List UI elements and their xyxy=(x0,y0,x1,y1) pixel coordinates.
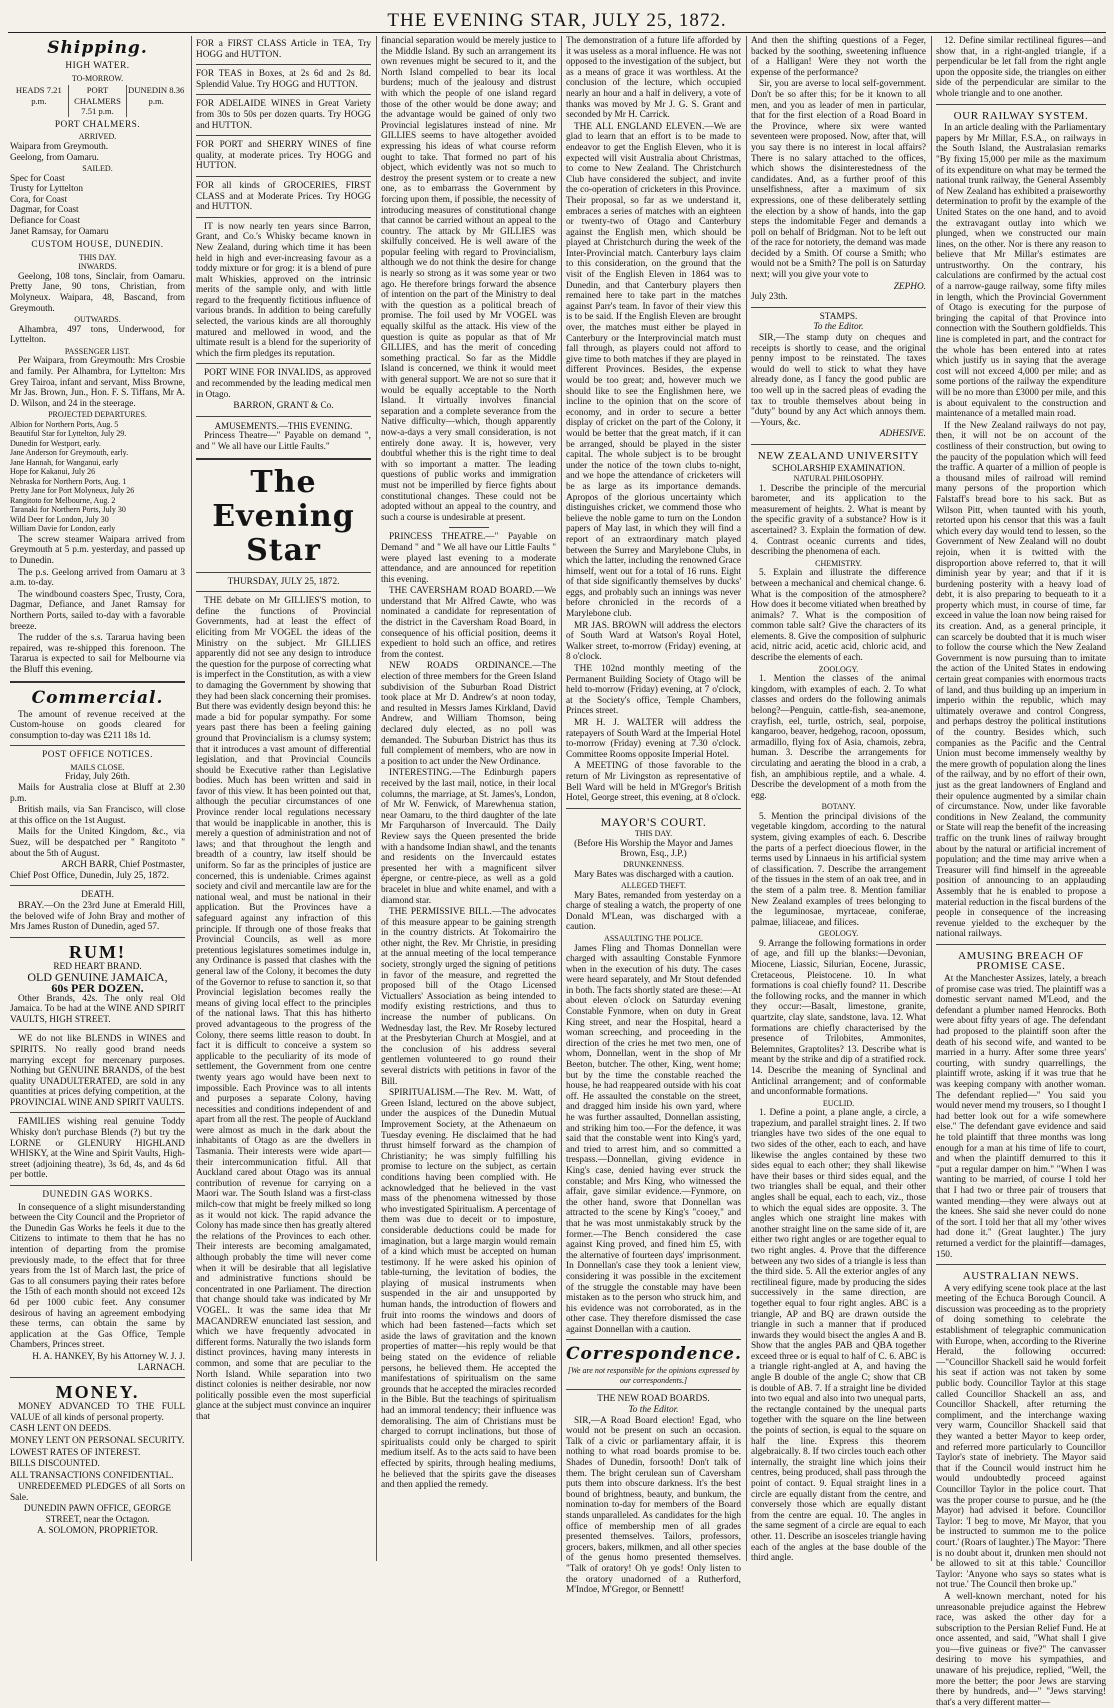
geology-heading: GEOLOGY. xyxy=(818,929,859,939)
inwards-text: Geelong, 108 tons, Sinclair, from Oamaru. Pretty Jane, 90 tons, Christian, from Molyneux. Waipara, 48, Bascand, from Greymouth. xyxy=(10,271,185,314)
interesting-item: INTERESTING.—The Edinburgh papers received by the last mail, notice, in their local columns, the marriage, at St. James's, London, of Mr W. Fenwick, of Marewhenua station, near Oamaru, to the third daughter of the late Mr Farquharson of Invercauld. The Daily Review says the Queen presented the bride with a handsome Indian shawl, and the tenants and residents on the Invercauld estates presented her with a magnificent silver épergne, or centre-piece, as well as a gold bracelet in blue and white enamel, and with a diamond star. xyxy=(381,768,556,906)
hogg-hutton-tea-ad: FOR a FIRST CLASS Article in TEA, Try HOGG and HUTTON. xyxy=(196,39,371,60)
building-society-item: THE 102nd monthly meeting of the Permanent Building Society of Otago will be held to-morrow (Friday) evening, at 7 o'clock, at the Society's office, Temple Chambers, Princes street. xyxy=(566,664,741,717)
rum-brand: RED HEART BRAND. xyxy=(53,961,142,972)
divider xyxy=(10,1112,185,1113)
projected-label: PROJECTED DEPARTURES. xyxy=(48,410,147,420)
spiritualism-item: SPIRITUALISM.—The Rev. M. Watt, of Green Island, lectured on the above subject, under the auspices of the Dunedin Mutual Improvement Society, at the Athenaeum on Tuesday evening. He disclaimed that he had thrust himself forward as the champion of Christianity; he was simply fulfilling his promise to lecture on the subject, as certain conditions having been complied with. He acknowledged that he believed in the vast mass of the phenomena witnessed by those who investigated Spiritualism. A percentage of them was due to deceit or to imposture, considerable deductions could be made for imagination, but a large margin would remain of a kind which must be accepted on human testimony. If he were asked his opinion of table-turning, the levitation of bodies, the playing of musical instruments when suspended in the air and unsupported by human hands, the introduction of flowers and fruit into rooms the windows and doors of which had been fastened—facts which set aside the laws of gravitation and the known properties of matter—his reply would be that being stated on the evidence of reliable persons, he believed them. He accepted the manifestations of spiritualism on the same grounds that he accepted the miracles recorded in the Bible. But the teachings of spiritualism had an immoral tendency; their influence was demoralising. The aim of Christians must be charged to corrupt inclinations, but those of spiritualists could only be charged to spirit medium itself. As to the acts said to have been effected by spirits, through healing mediums, he believed that the spirits gave the diseases and then applied the remedy. xyxy=(381,1088,556,1491)
rum-headline: RUM! xyxy=(69,941,126,962)
passenger-text: Per Waipara, from Greymouth: Mrs Crosbie and family. Per Alhambra, for Lyttelton: Mrs Grey Tairoa, infant and servant, Miss Browne, Mr Jas. Brown, Jun., Hon. F. S. Tiffans, Mr A. D. Wilson, and 24 in the steerage. xyxy=(10,356,185,409)
caversham-item: THE CAVERSHAM ROAD BOARD.—We understand that Mr Alfred Cawte, who was nominated a candidate for representation of the district in the Caversham Road Board, in consequence of his official position, deems it expedient to hold such an office, and retires from the contest. xyxy=(381,586,556,660)
money-line-2: CASH LENT ON DEEDS. xyxy=(10,1424,112,1435)
australian-news-text-2: A well-known merchant, noted for his unreasonable prejudice against the Hebrew race, was asked the other day for a subscription to the Persian Relief Fund. He at once assented, and said, "What shall I give you—five guineas or five?" The canvasser desiring to move his sympathies, and unaware of his prejudice, replied, "Well, the more the better; the poor Jews are starving there by hundreds, and—" "Jews starving! that's a very different matter— xyxy=(936,1591,1106,1708)
divider xyxy=(566,1389,741,1390)
hogg-hutton-groceries-ad: FOR all kinds of GROCERIES, FIRST CLASS and at Moderate Prices. Try HOGG and HUTTON. xyxy=(196,180,371,213)
divider xyxy=(196,64,371,65)
divider xyxy=(936,944,1106,945)
pawn-proprietor: A. SOLOMON, PROPRIETOR. xyxy=(37,1525,158,1536)
breach-heading: AMUSING BREACH OF PROMISE CASE. xyxy=(958,949,1084,973)
divider xyxy=(10,885,185,886)
sailed-label: SAILED. xyxy=(82,164,113,174)
divider xyxy=(196,217,371,218)
princess-theatre-item: PRINCESS THEATRE.—" Payable on Demand " and " We all have our Little Faults " were played last evening to a moderate attendance, and are announced for repetition this evening. xyxy=(381,532,556,585)
shipping-news-2: The p.s. Geelong arrived from Oamaru at 3 a.m. to-day. xyxy=(10,567,185,589)
divider xyxy=(566,808,741,809)
mayors-court-heading: MAYOR'S COURT. xyxy=(600,814,707,829)
port-chalmers-heading: PORT CHALMERS. xyxy=(54,119,141,130)
railway-text: In an article dealing with the Parliamentary papers by Mr Millar, F.S.A., on railways in the South Island, the Australasian remarks "By fixing 15,000 per mile as the maximum of its expenditure on what may be termed the national trunk railway, the General Assembly of New Zealand has exhibited a praiseworthy determination to profit by the example of the United States on the one hand, and to avoid the extravagant outlay into which we plunged, when we constructed our main lines, on the other. Nor is there any reason to believe that Mr Millar's estimates are untrustworthy. On the contrary, his calculations are confirmed by the actual cost of a narrow-gauge railway, some fifty miles in length, which the Provincial Government of Otago is executing for the purpose of bringing the capital of that Province into connection with the Southern goldfields. This line is completed in part, and the contract for the whole has been entered into at rates which justify us in saying that the average cost will not exceed 4,000 per mile; and as some portions of the railway the expenditure will be no more than £3000 per mile, and this is about equivalent to the construction and maintenance of a metalled main road. xyxy=(936,123,1106,420)
po-signature-2: Chief Post Office, Dunedin, July 25, 1872. xyxy=(10,870,169,881)
pawn-office: DUNEDIN PAWN OFFICE, GEORGE STREET, near the Octagon. xyxy=(23,1504,172,1526)
divider xyxy=(10,1029,185,1030)
mails-close-label: MAILS CLOSE. xyxy=(70,762,125,772)
column-rule xyxy=(191,36,192,1561)
drunkenness-heading: DRUNKENNESS. xyxy=(623,860,684,870)
tomorrow-label: TO-MORROW. xyxy=(71,73,124,83)
column-2 xyxy=(196,36,371,1561)
railway-text-2: If the New Zealand railways do not pay, then, it will not be on account of the costliness of their construction, but owing to the paucity of the population which will feed the traffic. A quarter of a million of people is a thousand miles of railroad will remind many persons of the proportion which Falstaff's bread bore to his sack. But as Wilson Pitt, when taunted with his youth, retorted upon his censor that this was a fault which every day would tend to lessen, so the Government of New Zealand will no doubt rejoin, when it is twitted with the disproportion above referred to, that it will diminish year by year; and that if it is burdening posterity with a heavy load of debt, it is also preparing to bequeath to it a property which must, in course of time, far exceed in value the loan now being raised for its creation. And, as a general principle, it can scarcely be doubted that it is much wiser to follow the course which the New Zealand Government is now pursuing than to imitate the action of the United States in endowing certain great companies with enormous tracts of land, and thus building up an imperium in imperio within the republic, which may ultimately overawe and control Congress, and perhaps destroy the political institutions of the country. Besides which, such companies as the Pacific and the Central Union must become immensely wealthy by the mere growth of population along the lines of the railway, and by no effort of their own, just as the great landowners of England and their opulence augmented by a similar chain of circumstance. Now, under like favorable conditions in New Zealand, the community or State will reap the benefit of the increasing traffic on the trunk lines of railway brought about by the natural or artificial increment of population; and the time may arrive when a Treasurer will find himself in the agreeable position of announcing to an applauding Assembly that he is enabled to propose a material reduction in the fiscal burdens of the people in consequence of the increasing revenue yielded to the exchequer by the national railways. xyxy=(936,420,1106,940)
tide-table xyxy=(10,85,185,117)
money-line-7: UNREDEEMED PLEDGES of all Sorts on Sale. xyxy=(10,1482,185,1503)
passenger-label: PASSENGER LIST. xyxy=(64,346,131,356)
botany-heading: BOTANY. xyxy=(821,802,856,812)
mayors-court-before: (Before His Worship the Mayor and James Brown, Esq., J.P.) xyxy=(574,838,733,860)
divider xyxy=(196,416,371,417)
jas-brown-item: MR JAS. BROWN will address the electors of South Ward at Watson's Royal Hotel, Walker street, to-morrow (Friday) evening, at 8 o'clock. xyxy=(566,620,741,663)
money-line-6: ALL TRANSACTIONS CONFIDENTIAL. xyxy=(10,1470,174,1481)
gas-works-heading: DUNEDIN GAS WORKS. xyxy=(42,1190,153,1201)
money-line-5: BILLS DISCOUNTED. xyxy=(10,1459,100,1470)
death-heading: DEATH. xyxy=(81,890,114,901)
column-5 xyxy=(751,36,926,1564)
divider xyxy=(10,745,185,746)
road-boards-continued: And then the shifting questions of a Feger, backed by the soothing, sweetening influence of a Halligan! Were they not worth the expense of the performance? xyxy=(751,36,926,78)
divider xyxy=(936,1264,1106,1265)
zepho-signature: ZEPHO. xyxy=(893,281,926,292)
nz-university-heading: NEW ZEALAND UNIVERSITY xyxy=(757,449,920,462)
stamps-letter: SIR,—The stamp duty on cheques and receipts is shortly to cease, and the original penny impost to be reinstated. The taxes would do well to stick to what they have already done, as I fancy the good public are too well up in the sacred pleas of evading the tax to trouble themselves about being in "duty" bound by any Act which annoys them.—Yours, &c. xyxy=(751,333,926,428)
shipping-news-3: The windbound coasters Spec, Trusty, Cora, Dagmar, Defiance, and Janet Ramsay for Northern Ports, sailed to-day with a favorable breeze. xyxy=(10,589,185,632)
hogg-hutton-port-ad: FOR PORT and SHERRY WINES of fine quality, at moderate prices. Try HOGG and HUTTON. xyxy=(196,140,371,172)
divider xyxy=(196,176,371,177)
barron-grant-whisky-ad: IT is now nearly ten years since Barron, Grant, and Co.'s Whisky became known in New Zealand, during which time it has been held in high and ever-increasing favour as a toddy mixture or for grog: it is a blend of pure malt Whiskies, approved on the intrinsic merits of the sample only, and with little regard to the frequently fictitious influence of various brands. In addition to being carefully selected, the various kinds are all thoroughly matured and mellowed in wood, and the ultimate result is a blend for the superiority of which the firm pledges its reputation. xyxy=(196,221,371,359)
all-england-eleven-item: THE ALL ENGLAND ELEVEN.—We are glad to learn that an effort is to be made to endeavor to get the English Eleven, who it is expected will visit Australia about Christmas, to come to New Zealand. The Christchurch Club have considered the subject, and invite the co-operation of cricketers in this Province. Their proposal, so far as we understand it, embraces a series of matches with an eighteen or twenty-two of Otago and Canterbury against the English men, which should be played at Christchurch during the week of the Inter-Provincial match. Canterbury lays claim to this consideration, on the ground that the visit of the English Eleven in 1864 was to Dunedin, and that Canterbury players then remained here to take part in the matches against Parr's team. In favor of their view this is to be said. If the English Eleven are brought over, the matches must either be played in Canterbury or the Interprovincial match must fall through, as players could not afford to give time to both matches if they are played in different Provinces. Besides, the expense would be too great; and, however much we should like to see the Englishmen here, we incline to the opinion that on the score of economy, and in order to secure a better display of cricket on the part of the Colony, it would be better that the great match, if it can be arranged, should be played in the sister capital. The whole subject is to be brought under the notice of the town clubs to-night, and we hope the attendance of cricketers will be as large as its importance demands. Apropos of the glorious uncertainty which distinguishes cricket, we commend those who believe the noble game to turn on the London papers of May last, in which they will find a report of an extraordinary match played between the Surrey and Marylebone Clubs, in which the latter, including the renowned Grace himself, went out for a total of 16 runs. Eight of that side significantly themselves by ducks' eggs, and probably such an innings was never before chronicled in the records of a Marylebone club. xyxy=(566,121,741,620)
hogg-hutton-teas-ad: FOR TEAS in Boxes, at 2s 6d and 2s 8d. Splendid Value. Try HOGG and HUTTON. xyxy=(196,69,371,90)
inwards-label: INWARDS. xyxy=(78,262,117,272)
theft-text: Mary Bates, remanded from yesterday on a charge of stealing a watch, the property of one Donald M'Lean, was discharged with a caution. xyxy=(566,890,741,933)
stamps-to-editor: To the Editor. xyxy=(813,322,864,333)
zoology-heading: ZOOLOGY. xyxy=(818,664,859,674)
correspondence-note: [We are not responsible for the opinions expressed by our correspondents.] xyxy=(567,1366,740,1385)
chemistry-heading: CHEMISTRY. xyxy=(815,558,862,568)
amusements-heading: AMUSEMENTS.—THIS EVENING. xyxy=(214,420,353,431)
drunkenness-text: Mary Bates was discharged with a caution. xyxy=(574,869,734,880)
outwards-label: OUTWARDS. xyxy=(74,315,121,325)
column-rule xyxy=(746,36,747,1561)
road-boards-to-editor: To the Editor. xyxy=(628,1405,679,1416)
shipping-heading: Shipping. xyxy=(47,38,148,58)
divider xyxy=(196,94,371,95)
divider xyxy=(196,363,371,364)
botany-text: 5. Mention the principal divisions of the vegetable kingdom, according to the natural system, giving examples of each. 6. Describe the parts of a perfect dioecious flower, in the terms used by Linnaeus in his artificial system of classification. 7. Describe the arrangement of the tissues in the stem of an oak tree, and in the stem of a palm tree. 8. Mention familiar New Zealand examples of trees belonging to the leguminosae, myrtaceae, coniferae, palmae, liliaceae, and filices. xyxy=(751,811,926,928)
hogg-hutton-adelaide-ad: FOR ADELAIDE WINES in Great Variety from 30s to 50s per dozen quarts. Try HOGG and HUTTON. xyxy=(196,99,371,131)
divider xyxy=(751,307,926,308)
correspondence-heading: Correspondence. xyxy=(566,1344,742,1365)
road-boards-continued-2: Sir, you are averse to local self-government. Don't be so after this; for be it known to all men, and you as leader of men in particular, that for the first election of a Road Board in the Province, where six were wanted seventeen were proposed. Now, after that, will you say there is no interest in local affairs? There is no salary attached to the offices, which shows the disinterestedness of the candidates. And, as a further proof of this unselfishness, after a maximum of six expressions, one of these deliberately settling the election by a show of hands, into the gap steps the indomitable Feger and demands a poll on behalf of Bridgman. Not to be left out of the race for notoriety, the demand was made decided by a Smith. Of course a Smith; who would not be a Smith? The poll is on Saturday next; will you give your vote to xyxy=(751,79,926,281)
euclid-heading: EUCLID. xyxy=(822,1098,855,1108)
chemistry-text: 5. Explain and illustrate the difference between a mechanical and chemical change. 6. What is the composition of the atmosphere? How does it become vitiated when breathed by animals? 7. What is the composition of common table salt? Give the characters of its elements. 8. Give the composition of sulphuric acid, nitric acid, acetic acid, chloric acid, and describe the elements of each. xyxy=(751,568,926,664)
tide-heads: HEADS 7.21 p.m. xyxy=(15,85,62,106)
customs-this-day: THIS DAY. xyxy=(78,252,117,262)
rum-price: 60s PER DOZEN. xyxy=(51,980,144,995)
rum-old-jamaica: OLD GENUINE JAMAICA, xyxy=(27,970,168,985)
column-4 xyxy=(566,36,742,1596)
newspaper-title: The Evening Star xyxy=(212,464,355,568)
money-line-1: MONEY ADVANCED TO THE FULL VALUE of all kinds of personal property. xyxy=(10,1402,185,1423)
zoology-text: 1. Mention the classes of the animal kingdom, with examples of each. 2. To what classes and orders do the following animals belong?—Penguin, cattle-fish, sea-anemone, crayfish, eel, turtle, ostrich, seal, porpoise, kangaroo, beaver, hedgehog, racoon, opossum, armadillo, flying fox of Asia, chamois, zebra, human. 3. Describe the arrangements for circulating and aerating the blood in a crab, a fish, an amphibious reptile, and a whale. 4. Describe the development of a moth from the egg. xyxy=(751,674,926,801)
livingston-meeting-item: A MEETING of those favorable to the return of Mr Livingston as representative of Bell Ward will be held in M'Gregor's British Hotel, George street, this evening, at 8 o'clock. xyxy=(566,761,741,804)
divider xyxy=(10,1377,185,1378)
rum-text: Other Brands, 42s. The only real Old Jamaica. To be had at the WINE AND SPIRIT VAULTS, HIGH STREET. xyxy=(10,993,185,1025)
divider xyxy=(751,444,926,445)
column-6 xyxy=(936,36,1106,1708)
editorial-continued: financial separation would be merely justice to the Middle Island. By such an arrangement its own revenues might be secured to it, and the North Island compelled to bear its local burdens; much of the jealousy and distrust with which the people of one island regard those of the other would be done away; and the advantage would be gained of only two Provincial legislatures instead of nine. Mr GILLIES seems to have altogether avoided expressing his ideas of what course reform ought to take. That formed no part of his object, which evidently was not so much to destroy the present system or to create a new one, as to embarrass the Government by forcing upon them, if possible, the necessity of introducing measures of constitutional change that cannot be carried without an appeal to the country. The attack by Mr GILLIES was skilfully conceived. He is well aware of the popular feeling with regard to Provincialism, although we do not think the desire for change is nearly so strong as it was some year or two ago. He therefore brings forward the absence of intention on the part of the Ministry to deal with the question as a political breach of promise. The foil used by Mr VOGEL was equally skilful as the attack. His view of the question is quite as popular as that of Mr GILLIES, and has the merit of conceding something practical. So far as the Middle Island is concerned, we think it would meet with general support. We are not so sure that it would be equally acceptable to the North Island. It virtually involves financial separation and a complete severance from the Native difficulty—which, though apparently now-a-days a very small consideration, is not entirely done away. It is, however, very doubtful whether this is the right time to deal with so important a matter. The leading questions of public works and immigration must not be imperilled by fierce fights about constitutional changes. These could not be adopted without an appeal to the country, and such a course is undesirable at present. xyxy=(381,36,556,523)
walter-item: MR H. J. WALTER will address the ratepayers of South Ward at the Imperial Hotel to-morrow (Friday) evening at 7.30 o'clock. Committee Rooms opposite Imperial Hotel. xyxy=(566,718,741,760)
money-line-4: LOWEST RATES OF INTEREST. xyxy=(10,1447,141,1458)
natural-philosophy-text: 1. Describe the principle of the mercurial barometer, and its application to the measurement of heights. 2. What is meant by the specific gravity of a substance? How is it ascertained? 3. Explain the formation of dew. 4. Contrast oceanic currents and tides, describing the phenomena of each. xyxy=(751,483,926,558)
australian-news-heading: AUSTRALIAN NEWS. xyxy=(962,1270,1080,1283)
customs-heading: CUSTOM HOUSE, DUNEDIN. xyxy=(31,240,164,251)
blends-ad: WE do not like BLENDS in WINES and SPIRITS. No really good brand needs marrying except for mercenary purposes. Nothing but GENUINE BRANDS, of the best quality UNADULTERATED, are sold in any quantities at prices defying competition, at the PROVINCIAL WINE AND SPIRIT VAULTS. xyxy=(10,1034,185,1108)
po-date: Friday, July 26th. xyxy=(65,772,130,783)
po-signature: ARCH BARR, Chief Postmaster, xyxy=(61,860,185,871)
divider xyxy=(566,1339,741,1340)
mayors-court-day: THIS DAY. xyxy=(634,829,673,839)
australian-news-text: A very edifying scene took place at the last meeting of the Echuca Borough Council. A discussion was proceeding as to the propriety of doing something to celebrate the establishment of telegraphic communication with Europe, when, according to the Riverine Herald, the following occurred:—"Councillor Shackell said he would forfeit his seat if action was not taken by some public body. Councillor Taylor at this stage called Councillor Shackell an ass, and Councillor Shackell, after returning the compliment, and the interchange waxing very warm, Councillor Shackell said that they wanted a better Mayor to keep order, and referred more particularly to Councillor Taylor's state of inebriety. The Mayor said that if the Council would instruct him he would undoubtedly proceed against Councillor Taylor in the police court. That was the proper course to pursue, and he (the Mayor) had advised it before. Councillor Taylor: 'I beg to move, Mr Mayor, that you be instructed to summon me to the police court.' (Roars of laughter.) The Mayor: 'There is no doubt about it, drunken men should not be allowed to sit at this table.' Councillor Taylor: 'Anyone who says so states what is not true.' The Council then broke up." xyxy=(936,1283,1106,1591)
column-rule xyxy=(376,36,377,1561)
road-boards-heading: THE NEW ROAD BOARDS. xyxy=(597,1394,710,1405)
stamps-heading: STAMPS. xyxy=(819,311,858,322)
divider xyxy=(196,572,371,573)
sailed-text: Spec for Coast Trusty for Lyttelton Cora, for Coast Dagmar, for Coast Defiance for Coast Janet Ramsay, for Oamaru xyxy=(10,173,109,237)
po-text-3: Mails for the United Kingdom, &c., via Suez, will be despatched per " Rangitoto " about the 5th of August. xyxy=(10,827,185,859)
divider xyxy=(10,1185,185,1186)
euclid-text: 1. Define a point, a plane angle, a circle, a trapezium, and parallel straight lines. 2. If two triangles have two sides of the one equal to two sides of the other, each to each, and have likewise the angles contained by these two sides equal to each other; they shall likewise have their bases or third sides equal, and the two triangles shall be equal, and their other angles shall be equal, each to each, viz., those to which the equal sides are opposite. 3. The angles which one straight line makes with another straight line on the same side of it, are either two right angles or are together equal to two right angles. 4. Prove that the difference between any two sides of a triangle is less than the third side. 5. All the exterior angles of any rectilineal figure, made by producing the sides successively in the same direction, are together equal to four right angles. ABC is a triangle, AP and BQ are drawn outside the triangle in such a manner that if produced inwards they would bisect the angles A and B. Show that the angles PAB and QBA together exceed three or is equal to half of C. 6. ABC is a triangle right-angled at A, and having the angle B double of the angle C; show that CB is double of AB. 7. If a straight line be divided into two equal and also into two unequal parts, the rectangle contained by the unequal parts together with the square on the line between the points of section, is equal to the square on half the line. Express this theorem algebraically. 8. If two circles touch each other internally, the straight line which joins their centres, being produced, shall pass through the point of contact. 9. Equal straight lines in a circle are equally distant from the centre, and conversely those which are equally distant from the centre are equal. 10. The angles in the same segment of a circle are equal to each other. 11. Describe an isosceles triangle having each of the angles at the base double of the third angle. xyxy=(751,1108,926,1564)
divider xyxy=(449,527,489,528)
shipping-news-1: The screw steamer Waipara arrived from Greymouth at 5 p.m. yesterday, and passed up to Dunedin. xyxy=(10,534,185,567)
assault-text: James Fling and Thomas Donnellan were charged with assaulting Constable Fynmore when in the execution of his duty. The cases were heard separately, and Mr Stout defended in both. The facts shortly stated are these:—At about eleven o'clock on Saturday evening Constable Fynmore, when on duty in Great King street, and near the Hospital, heard a woman screeching, and proceeding in the direction of the cries he met two men, one of whom, Donnellan, went in the shop of Mr Beeton, butcher. The other, King, went home; but by the time the constable reached the house, he had reappeared outside with his coat off. He assaulted the constable on the street, and dragged him inside his own yard, where he was further assaulted, Donnellan assisting, and striking him too.—For the defence, it was said that the constable went into King's yard, and tried to arrest him, and so committed a trespass.—Donnellan, giving evidence in King's case, denied having ever struck the constable; and Mrs King, who witnessed the affair, gave similar evidence.—Fynmore, on the other hand, swore that Donnellan was attracted to the scene by King's "cooey," and that he was most unmistakably struck by the former.—The Bench considered the case against King proved, and fined him £5, with the alternative of fourteen days' imprisonment. In Donnellan's case they took a lenient view, considering it was possible in the excitement of the struggle the constable may have been mistaken as to the person who struck him, and his evidence was not corroborated, as in the other case. They therefore dismissed the case against Donnellan with a caution. xyxy=(566,943,741,1335)
post-office-heading: POST OFFICE NOTICES. xyxy=(42,750,153,761)
assault-heading: ASSAULTING THE POLICE. xyxy=(604,934,703,943)
breach-text: At the Manchester Assizes, lately, a breach of promise case was tried. The plaintiff was a domestic servant named M'Leod, and the defendant a plumber named Henrocks. Both were about fifty years of age. The defendant had proposed to the plaintiff soon after the death of his second wife, and wanted to be married in a hurry. After some three years' courting, with sundry quarrellings, the plaintiff wrote, asking if it was true that he was keeping company with another woman. The defendant replied—" You said you would never mend my trousers, so I thought I had better look out for a wife somewhere else." The defendant gave evidence and said he told plaintiff that three months was long enough for a man at his time of life to court, and when the plaintiff demurred to this it "put a regular damper on him." "When I was wanting to be married, of course I told her that I had two or three pair of trousers that wanted mending—they were always out at the knees. She said she never could do none of the sort. I told her that all my 'other wives had done it." (Great laughter.) The jury returned a verdict for the plaintiff—damages, 150. xyxy=(936,974,1106,1260)
high-water-heading: HIGH WATER. xyxy=(65,61,130,71)
divider xyxy=(196,458,371,460)
scholarship-heading: SCHOLARSHIP EXAMINATION. xyxy=(772,463,905,474)
po-text-1: Mails for Australia close at Bluff at 2.30 p.m. xyxy=(10,783,185,804)
masthead: THE EVENING STAR, JULY 25, 1872. xyxy=(387,10,727,31)
railway-heading: OUR RAILWAY SYSTEM. xyxy=(953,109,1089,122)
money-line-3: MONEY LENT ON PERSONAL SECURITY. xyxy=(10,1435,185,1446)
adhesive-signature: ADHESIVE. xyxy=(879,429,926,440)
divider xyxy=(936,104,1106,105)
po-text-2: British mails, via San Francisco, will close at this office on the 1st August. xyxy=(10,805,185,826)
projected-text: Albion for Northern Ports, Aug. 5 Beautiful Star for Lyttelton, July 29. Dunedin for Westport, early. Jane Anderson for Greymouth, early. Jane Hannah, for Wanganui, early Hope for Kakanui, July 26 Nebraska for Northern Ports, Aug. 1 Pretty Jane for Port Molyneux, July 26 Rangitoto for Melbourne, Aug. 2 Taranaki for Northern Ports, July 30 Wild Deer for London, July 30 William Davie for London, early xyxy=(10,419,135,534)
masthead-rule xyxy=(8,32,1106,33)
amusements-text: Princess Theatre—" Payable on demand ", and " We all have our Little Faults." xyxy=(196,431,371,452)
divider xyxy=(196,135,371,136)
dateline: THURSDAY, JULY 25, 1872. xyxy=(227,576,340,587)
new-roads-item: NEW ROADS ORDINANCE.—The election of three members for the Green Island subdivision of the Suburban Road District took place at Mr D. Andrew's at noon today, and resulted in Messrs James Kirkland, David Andrew, and William Thomson, being declared duly elected, as no poll was demanded. The Suburban District has thus its full complement of members, who are now in a position to act under the New Ordinance. xyxy=(381,661,556,767)
death-text: BRAY.—On the 23rd June at Emerald Hill, the beloved wife of John Bray and mother of Mrs James Ruston of Dunedin, aged 57. xyxy=(10,900,185,933)
port-wine-signature: BARRON, GRANT & Co. xyxy=(233,401,334,412)
money-headline: MONEY. xyxy=(55,1382,140,1403)
spiritualism-continued: The demonstration of a future life afforded by it was useless as a moral influence. He was not opposed to the investigation of the subject, but as a means of grace it was worthless. At the conclusion of the lecture, which occupied nearly an hour and a half in delivery, a vote of thanks was moved by Mr J. G. S. Grant and seconded by Mr H. Carrick. xyxy=(566,36,741,121)
divider xyxy=(10,681,185,683)
gas-works-text: In consequence of a slight misunderstanding between the City Council and the Proprietor of the Dunedin Gas Works he feels it due to the Citizens to intimate to them that he has no intention of departing from the promise previously made, to the effect that for three years from the 1st of March last, the price of Gas to all consumers paying their rates before the 15th of each month should not exceed 12s 6d per 1000 cubic feet. Any consumer desirous of having an agreement embodying these terms, can obtain the same by application at the Gas Office, Temple Chambers, Princes street. xyxy=(10,1202,185,1351)
port-wine-ad: PORT WINE FOR INVALIDS, as approved and recommended by the leading medical men in Otago. xyxy=(196,368,371,400)
column-rule xyxy=(561,36,562,1561)
editorial-text: THE debate on Mr GILLIES'S motion, to define the functions of Provincial Governments, had at least the effect of eliciting from Mr VOGEL the ideas of the Ministry on the subject. Mr GILLIES apparently did not see any design to introduce the question for the purpose of correcting what is imperfect in the Constitution, as with a view to damaging the Government by showing that they had been slack concerning their promises. But there was evidently design beyond this: he made a bid for popular sympathy. For some years past there has been a feeling gaining ground that Provincialism is a clumsy system; that it introduces a vast amount of differential legislation, and that Provincial Councils should be Executive rather than Legislative bodies. Much has been written and said in favor of this view. It has been pointed out that, although the peculiar circumstances of one Province render local regulations necessary that would be inapplicable in another, this is merely a question of administration and not of laws; and that throughout the length and breadth of a country, law itself should be uniform. So far as the principles of justice are concerned, this is undeniable. Crimes against society and civil and mercantile law are for the national weal, and must be national in their application. But the Provinces have a safeguard against any infraction of this principle. If through one of those freaks that Provincial Councils, as well as more pretentious legislatures sometimes indulge in, any Ordinance is passed that clashes with the general law of the Colony, it becomes the duty of the Governor to refuse to sanction it, so that Provincial legislation becomes really the means of giving local effect to the principles of the national laws. That this has hitherto proved advantageous to the progress of the Colony, there seems little reason to doubt. In fact it is difficult to conceive a system so applicable to the peculiarity of its mode of settlement, the Government from one centre twenty years ago would have been next to impossible. Each Province was to all intents and purposes a separate Colony, having necessities and conditions independent of and apart from all the rest. The people of Auckland were almost as much in the dark about the inhabitants of Otago as are the dwellers in Tasmania. Their interests were wide apart—their intercommunication fitful. All that Auckland cared about Otago was its annual contribution of revenue for carrying on a Maori war. The South Island was a first-class milch-cow that might be freely milked so long as it would not kick. The rapid advance the Colony has made since then has greatly altered the relations of the Provinces to each other. Their interests are becoming amalgamated, although probably the time will never come when it will be desirable that all legislative and administrative functions should be concentrated in one Parliament. The direction that change should take was indicated by Mr VOGEL. It was the same idea that Mr MACANDREW enunciated last session, and which we have frequently advocated in different forms. Naturally the two islands form distinct provinces, having many interests in common, and some that are peculiar to the North Island. While separation into two distinct colonies is neither desirable, nor now politically possible even the most superficial glance at the subject must convince an inquirer that xyxy=(196,596,371,1422)
arrived-text: Waipara from Greymouth. Geelong, from Oamaru. xyxy=(10,141,109,163)
whisky-ad: FAMILIES wishing real genuine Toddy Whisky don't purchase Blends (?) but try the LORNE or GLENURY HIGHLAND WHISKY, at the Wine and Spirit Vaults, High-street (adjoining theatre), 3s 6d, 4s, and 4s 6d per bottle. xyxy=(10,1117,185,1181)
revenue-text: The amount of revenue received at the Custom-house on goods cleared for consumption to-day was £211 18s 1d. xyxy=(10,709,185,741)
euclid-continued: 12. Define similar rectilineal figures—and show that, in a right-angled triangle, if a perpendicular be let fall from the right angle upon the opposite side, the triangles on either side of the perpendicular are similar to the whole triangle and to one another. xyxy=(936,36,1106,99)
tide-port: PORT CHALMERS 7.51 p.m. xyxy=(68,85,127,117)
permissive-bill-item: THE PERMISSIVE BILL.—The advocates of this measure appear to be gaining strength in the country districts. At Tokomairiro the other night, the Rev. Mr Christie, in presiding at the annual meeting of the local temperance society, strongly urged the signing of petitions in favor of the measure, and regretted the proposed bill of the Otago Licensed Victuallers' Association as being intended to modify existing restrictions, and thus to increase the number of publicans. On Wednesday last, the Rev. Mr Roseby lectured at the Presbyterian Church at Mosgiel, and at the conclusion of his address several gentlemen volunteered to go round their several districts with petitions in favor of the Bill. xyxy=(381,907,556,1087)
theft-heading: ALLEGED THEFT. xyxy=(620,881,687,891)
arrived-label: ARRIVED. xyxy=(78,132,117,142)
column-rule xyxy=(931,36,932,1561)
road-boards-letter: SIR,—A Road Board election! Egad, who would not be present on such an occasion. Talk of a civic or parliamentary affair, it is nothing to what road boards promise to be. Shades of Dunedin, forsooth! Don't talk of them. The bright cerulean sun of Caversham puts them into obscure darkness. It's the best bound of brightness, beauty, and bunkum, the nomination to-day for members of the Board stands unparalleled. As candidates for the high office of membership men of all grades presented themselves. Tailors, professors, grocers, bakers, milkmen, and all other species of the genus homo presented themselves. "Talk of oratory! Oh ye gods! Only listen to the oratory unadorned of a Rutherford, M'Indoe, M'Gregor, or Bennett! xyxy=(566,1415,741,1596)
column-3 xyxy=(381,36,556,1561)
divider xyxy=(196,591,371,592)
geology-text: 9. Arrange the following formations in order of age, and fill up the blanks:—Devonian, Miocene, Liassic, Silurian, Eocene, Jurassic, Cretaceous, Pleistocene. 10. In what formations is coal chiefly found? 11. Describe the following rocks, and the manner in which they occur:—Basalt, limestone, granite, quartzite, clay slate, sandstone, lava. 12. What formations are chiefly characterised by the presence of Trilobites, Ammonites, Belemnites, Graptolites? 13. Describe what is meant by the strike and dip of a stratified rock. 14. Describe the meaning of Synclinal and Anticlinal arrangement; and of conformable and unconformable formations. xyxy=(751,938,926,1098)
natural-philosophy-heading: NATURAL PHILOSOPHY. xyxy=(793,474,884,484)
shipping-news-4: The rudder of the s.s. Tararua having been repaired, was re-shipped this forenoon. The Tararua is expected to sail for Melbourne via the Bluff this evening. xyxy=(10,633,185,675)
column-1 xyxy=(10,36,185,1561)
gas-works-signature: H. A. HANKEY, By his Attorney W. J. J. LARNACH. xyxy=(32,1351,185,1373)
outwards-text: Alhambra, 497 tons, Underwood, for Lyttelton. xyxy=(10,324,185,346)
divider xyxy=(10,937,185,938)
tide-dunedin: DUNEDIN 8.36 p.m. xyxy=(126,85,185,117)
commercial-heading: Commercial. xyxy=(31,687,164,708)
letter-date: July 23th. xyxy=(751,292,788,303)
